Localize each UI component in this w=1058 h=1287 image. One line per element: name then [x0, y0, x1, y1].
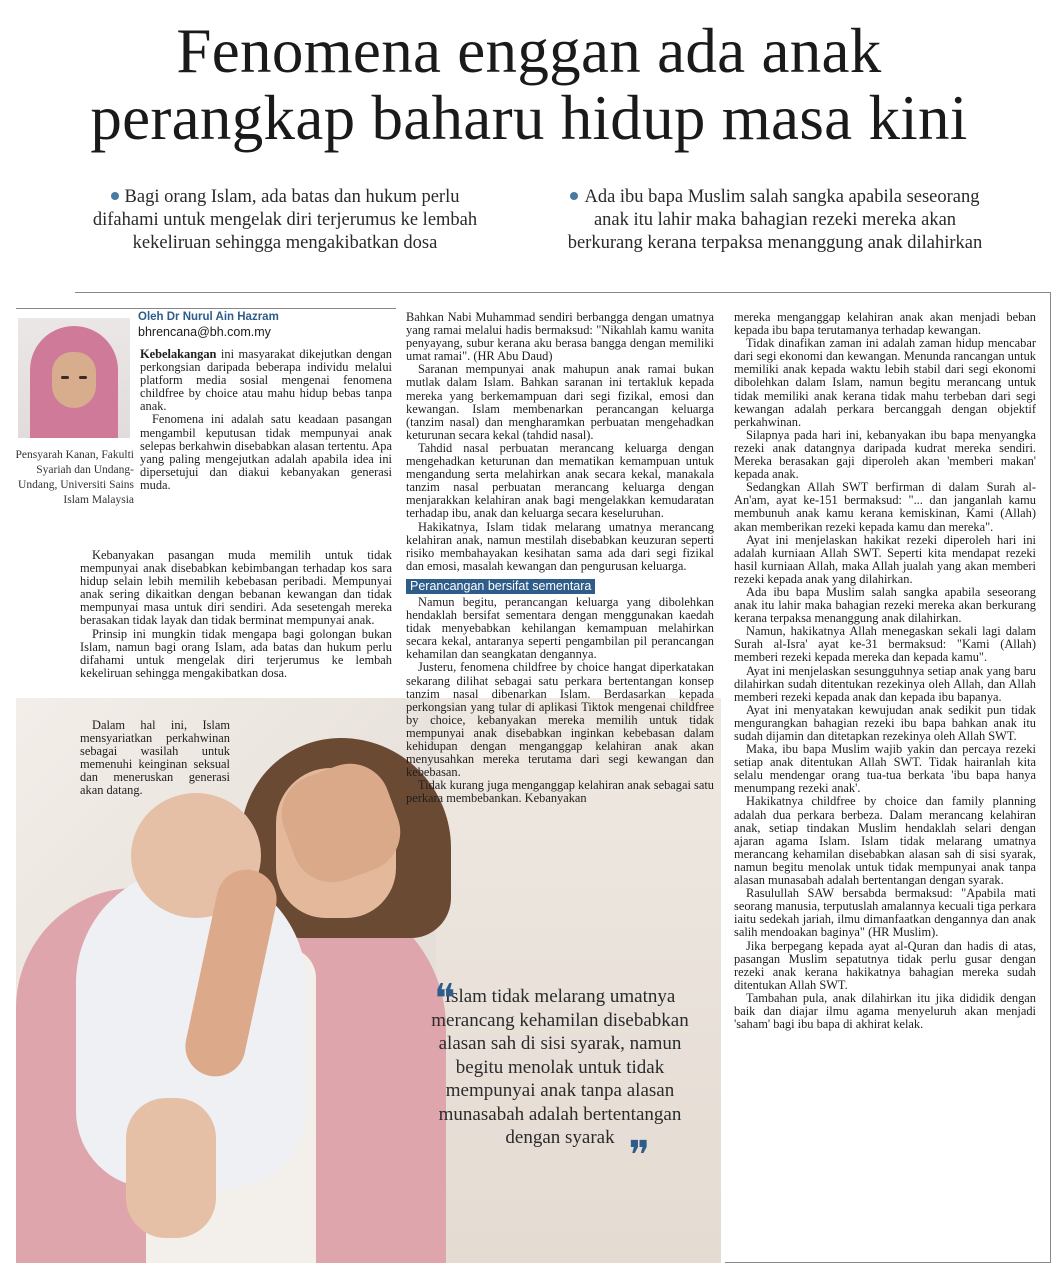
photo-baby-leg	[126, 1098, 216, 1238]
frame-rule-top	[75, 292, 1050, 293]
frame-rule-left	[16, 308, 396, 309]
author-eye	[79, 376, 87, 379]
pull-quote-text: Islam tidak melarang umatnya merancang kehamilan disebabkan alasan sah di sisi syarak, namun begitu menolak untuk tidak mempunyai anak tanpa alasan munasabah adalah bertentangan dengan syarak	[431, 986, 689, 1148]
headline	[0, 18, 1058, 152]
paragraph: Ayat ini menjelaskan sesungguhnya setiap anak yang baru dilahirkan sudah ditentukan rezekinya oleh Allah, dan Allah memberi rezeki kepada anak dan kepada ibu bapanya.	[734, 663, 1036, 704]
author-credit: Pensyarah Kanan, Fakulti Syariah dan Undang-Undang, Universiti Sains Islam Malaysia	[15, 449, 134, 506]
column-1-middle	[80, 549, 392, 680]
paragraph: Ada ibu bapa Muslim salah sangka apabila seseorang anak itu lahir maka bahagian rezeki mereka akan berkurang kerana terpaksa menanggung anak dilahirkan.	[734, 584, 1036, 626]
author-face	[52, 352, 96, 408]
column-1-bottom	[80, 719, 230, 798]
column-3	[734, 311, 1036, 1031]
quote-open-icon: ❝	[434, 976, 456, 1022]
paragraph: Maka, ibu bapa Muslim wajib yakin dan percaya rezeki setiap anak ditentukan Allah SWT. Tidak hairanlah kita selalu mendengar orang tua-tua berkata 'ibu bapa hanya menumpang rezeki anak'.	[734, 742, 1036, 796]
paragraph: Kebanyakan pasangan muda memilih untuk tidak mempunyai anak disebabkan kebimbangan terhadap kos sara hidup selain lebih memilih kebebasan peribadi. Mempunyai anak sering dikaitkan dengan bebanan kewangan dan tidak mempunyai masa untuk diri sendiri. Ada sesetengah mereka berasakan tidak layak dan tidak berminat mempunyai anak.	[80, 548, 392, 628]
paragraph: Fenomena ini adalah satu keadaan pasangan mengambil keputusan tidak mempunyai anak selepas berkahwin disebabkan alasan tertentu. Apa yang paling mengejutkan adalah apabila idea ini dipersetujui dan diakui kebanyakan generasi muda.	[140, 412, 392, 492]
author-email[interactable]: bhrencana@bh.com.my	[138, 325, 271, 339]
pull-quote	[430, 976, 690, 1179]
byline	[138, 311, 279, 339]
deck-right-text: Ada ibu bapa Muslim salah sangka apabila seseorang anak itu lahir maka bahagian rezeki mereka akan berkurang kerana terpaksa menanggung anak dilahirkan	[567, 187, 983, 253]
paragraph: Tambahan pula, anak dilahirkan itu jika dididik dengan baik dan diajar ilmu agama menyeluruh akan menjadi 'saham' bagi ibu bapa di akhirat kelak.	[734, 990, 1036, 1032]
paragraph: mereka menganggap kelahiran anak akan menjadi beban kepada ibu bapa terutamanya terhadap kewangan.	[734, 310, 1036, 338]
paragraph: Sedangkan Allah SWT berfirman di dalam Surah al-An'am, ayat ke-151 bermaksud: "... dan janganlah kamu membunuh anak kamu kerana kemiskinan, Kami (Allah) akan memberikan rezeki kepada kamu dan mereka".	[734, 480, 1036, 534]
deck-right	[560, 186, 990, 255]
frame-rule-right	[1050, 292, 1051, 1262]
paragraph: Jika berpegang kepada ayat al-Quran dan hadis di atas, pasangan Muslim sepatutnya tidak perlu gusar dengan rezeki anak kerana hakikatnya bahagian mereka sudah ditentukan Allah SWT.	[734, 938, 1036, 992]
paragraph: Saranan mempunyai anak mahupun anak ramai bukan mutlak dalam Islam. Bahkan saranan ini tertakluk kepada mereka yang berkemampuan dari segi fizikal, emosi dan kewangan. Islam membenarkan perancangan keluarga (tanzim nasal) dan mengharamkan perbuatan mengehadkan keturunan secara kekal (tahdid nasal).	[406, 362, 714, 442]
paragraph: Tahdid nasal perbuatan merancang keluarga dengan mengehadkan keturunan dan mematikan kemampuan untuk mengandung serta melahirkan anak secara kekal, manakala tanzim nasal perbuatan merancang keluarga dengan menjarakkan kelahiran anak bagi mengelakkan kemudaratan terhadap ibu, anak dan keluarga secara keseluruhan.	[406, 440, 714, 521]
paragraph: Namun, hakikatnya Allah menegaskan sekali lagi dalam Surah al-Isra' ayat ke-31 bermaksud: "Kami (Allah) memberi rezeki kepada mereka dan kepada kamu".	[734, 624, 1036, 665]
bullet-icon	[111, 192, 119, 200]
paragraph: Prinsip ini mungkin tidak mengapa bagi golongan bukan Islam, namun bagi orang Islam, ada batas dan hukum perlu difahami untuk mengelak diri terjerumus ke lembah kekeliruan sehingga mengakibatkan dosa.	[80, 626, 392, 680]
paragraph: Tidak dinafikan zaman ini adalah zaman hidup mencabar dari segi ekonomi dan kewangan. Menunda rancangan untuk memiliki anak kepada waktu lebih stabil dari segi ekonomi dibolehkan dalam Islam, namun begitu merancang untuk tidak memiliki anak kerana tidak mahu terbeban dari segi kewangan adalah perkara bercanggah dengan objektif perkahwinan.	[734, 336, 1036, 429]
paragraph: Tidak kurang juga menganggap kelahiran anak sebagai satu perkara membebankan. Kebanyakan	[406, 778, 714, 806]
column-1-top	[140, 348, 392, 492]
lead-text: ini masyarakat dikejutkan dengan perkongsian daripada beberapa individu melalui platform media sosial mengenai fenomena childfree by choice atau mahu hidup bebas tanpa anak.	[140, 347, 392, 414]
author-name: Oleh Dr Nurul Ain Hazram	[138, 311, 279, 323]
paragraph: Dalam hal ini, Islam mensyariatkan perkahwinan sebagai wasilah untuk memenuhi keinginan seksual dan meneruskan generasi akan datang.	[80, 718, 230, 798]
paragraph: Ayat ini menyatakan kewujudan anak sedikit pun tidak mengurangkan bahagian rezeki ibu bapa bahkan anak itu sudah dijamin dan ditetapkan rezekinya oleh Allah SWT.	[734, 702, 1036, 743]
paragraph: Silapnya pada hari ini, kebanyakan ibu bapa menyangka rezeki anak datangnya daripada kudrat mereka sendiri. Mereka berasakan gaji diperoleh akan 'memberi makan' kepada anak.	[734, 427, 1036, 482]
column-2	[406, 311, 714, 805]
lead-word: Kebelakangan	[140, 347, 217, 361]
paragraph: Bahkan Nabi Muhammad sendiri berbangga dengan umatnya yang ramai melalui hadis bermaksud: "Nikahlah kamu wanita penyayang, subur kerana aku berasa bangga dengan memiliki umat ramai". (HR Abu Daud)	[406, 310, 714, 364]
author-eye	[61, 376, 69, 379]
deck-left	[85, 186, 485, 255]
paragraph: Ayat ini menjelaskan hakikat rezeki diperoleh hari ini adalah kurniaan Allah SWT. Seperti kita mendapat rezeki hasil kurniaan Allah, maka Allah jualah yang akan memberi rezeki kepada anak yang dilahirkan.	[734, 532, 1036, 586]
paragraph: Hakikatnya, Islam tidak melarang umatnya merancang kelahiran anak, namun mestilah disebabkan keuzuran seperti risiko membahayakan kesihatan sama ada dari segi fizikal dan emosi, masalah kewangan dan pengurusan keluarga.	[406, 519, 714, 573]
deck-left-text: Bagi orang Islam, ada batas dan hukum perlu difahami untuk mengelak diri terjerumus ke lembah kekeliruan sehingga mengakibatkan dosa	[92, 187, 478, 253]
bullet-icon	[570, 192, 578, 200]
paragraph: Namun begitu, perancangan keluarga yang dibolehkan hendaklah bersifat sementara dengan menggunakan kaedah tidak menyebabkan kehilangan kemampuan melahirkan secara kekal, antaranya seperti pengambilan pil perancangan kehamilan dan seangkatan dengannya.	[406, 594, 714, 662]
paragraph: Rasulullah SAW bersabda bermaksud: "Apabila mati seorang manusia, terputuslah amalannya kecuali tiga perkara iaitu sedekah jariah, ilmu dimanfaatkan dengannya dan anak salih mendoakan baginya" (HR Muslim).	[734, 886, 1036, 940]
headline-line-2: perangkap baharu hidup masa kini	[90, 83, 968, 153]
paragraph	[140, 348, 392, 413]
quote-close-icon: ❞	[628, 1132, 650, 1179]
subheading: Perancangan bersifat sementara	[406, 579, 595, 594]
author-photo	[18, 318, 130, 438]
paragraph: Hakikatnya childfree by choice dan family planning adalah dua perkara berbeza. Dalam merancang kelahiran anak, setiap tindakan Muslim hendaklah selari dengan ajaran agama Islam. Islam tidak melarang umatnya merancang kehamilan disebabkan alasan sah di sisi syarak, namun begitu menolak untuk tidak mempunyai anak tanpa alasan munasabah adalah bertentangan dengan syarak.	[734, 794, 1036, 888]
headline-line-1: Fenomena enggan ada anak	[176, 16, 882, 86]
frame-rule-bottom	[725, 1262, 1051, 1263]
paragraph: Justeru, fenomena childfree by choice hangat diperkatakan sekarang dilihat sebagai satu perkara bertentangan konsep tanzim nasal dibenarkan Islam. Berdasarkan kepada perkongsian yang tular di aplikasi Tiktok mengenai childfree by choice, kebanyakan mereka memilih untuk tidak mempunyai anak disebabkan inginkan kebebasan dalam kehidupan dengan menganggap kelahiran anak akan menyusahkan mereka terutama dari segi kewangan dan kebebasan.	[406, 660, 714, 780]
